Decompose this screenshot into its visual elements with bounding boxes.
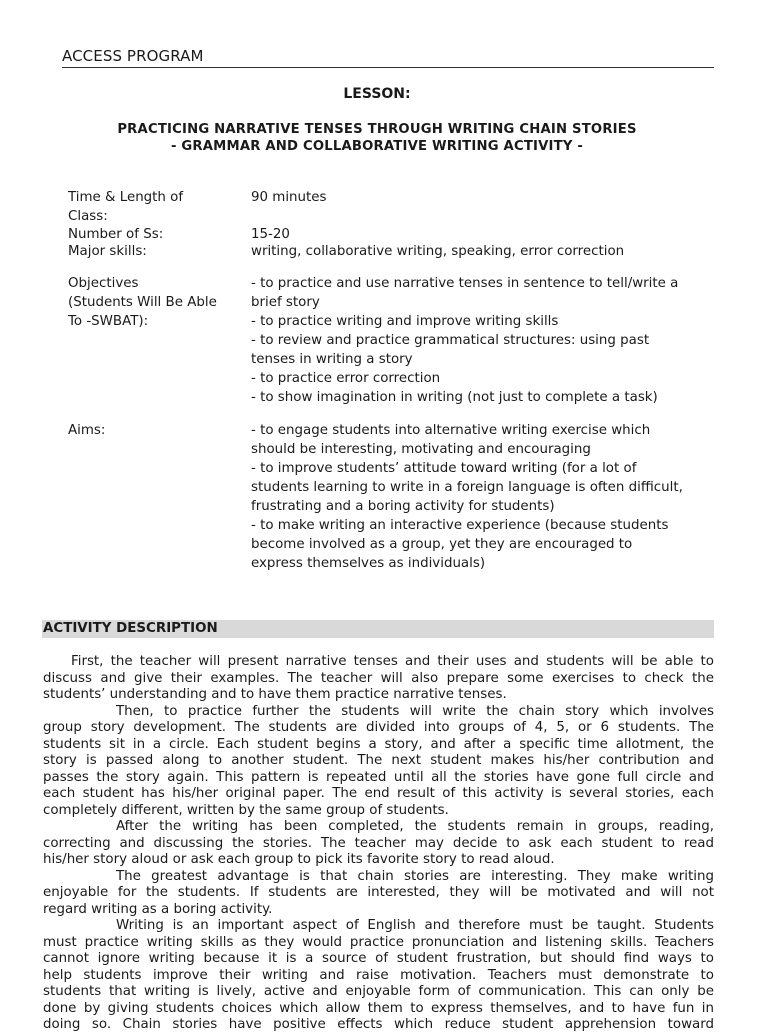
text-line: must practice writing skills as they would practice pronunciation and listening skills. Teachers bbox=[43, 934, 714, 950]
text-line: group story development. The students are divided into groups of 4, 5, or 6 students. The bbox=[43, 720, 714, 735]
objective-line: tenses in writing a story bbox=[251, 352, 413, 367]
text-line: cannot ignore writing because it is a source of student frustration, but should find ways to bbox=[43, 951, 714, 966]
lesson-info-table bbox=[68, 188, 718, 573]
aim-line: - to improve students’ attitude toward writing (for a lot of bbox=[251, 461, 637, 476]
aim-line: should be interesting, motivating and encouraging bbox=[251, 442, 591, 457]
objectives-label-line-2: (Students Will Be Able bbox=[68, 295, 217, 310]
activity-description-body bbox=[43, 654, 714, 1034]
number-row bbox=[68, 226, 718, 243]
aim-line: - to make writing an interactive experience (because students bbox=[251, 518, 669, 533]
objective-line: - to show imagination in writing (not just to complete a task) bbox=[251, 390, 658, 405]
aims-list bbox=[251, 421, 718, 573]
text-line: First, the teacher will present narrative tenses and their uses and students will be able to bbox=[71, 654, 714, 669]
objectives-label-line-1: Objectives bbox=[68, 276, 139, 291]
objective-line: - to practice error correction bbox=[251, 371, 441, 386]
skills-row bbox=[68, 243, 718, 260]
lesson-title-line-1: PRACTICING NARRATIVE TENSES THROUGH WRITING CHAIN STORIES bbox=[117, 122, 637, 137]
text-line: Writing is an important aspect of English and therefore must be taught. Students bbox=[116, 918, 714, 933]
paragraph-4 bbox=[43, 869, 714, 919]
text-line: his/her story aloud or ask each group to pick its favorite story to read aloud. bbox=[43, 852, 555, 867]
objective-line: - to review and practice grammatical structures: using past bbox=[251, 333, 650, 348]
skills-label: Major skills: bbox=[68, 244, 147, 259]
paragraph-1 bbox=[43, 654, 714, 704]
text-line: correcting and discussing the stories. The teacher may decide to ask each student to read bbox=[43, 835, 714, 851]
number-label: Number of Ss: bbox=[68, 227, 164, 242]
paragraph-5 bbox=[43, 918, 714, 1034]
program-title: ACCESS PROGRAM bbox=[62, 47, 204, 65]
skills-value: writing, collaborative writing, speaking, error correction bbox=[251, 244, 625, 259]
text-line: completely different, written by the same group of students. bbox=[43, 802, 449, 818]
aims-label: Aims: bbox=[68, 423, 106, 438]
time-label-line-2: Class: bbox=[68, 209, 108, 224]
objective-line: - to practice and use narrative tenses in sentence to tell/write a bbox=[251, 276, 679, 291]
objective-line: - to practice writing and improve writing skills bbox=[251, 314, 559, 329]
text-line: passes the story again. This pattern is repeated until all the stories have gone full circle and bbox=[43, 769, 714, 785]
time-label-line-1: Time & Length of bbox=[68, 190, 184, 205]
aim-line: - to engage students into alternative writing exercise which bbox=[251, 423, 651, 438]
paragraph-3 bbox=[43, 819, 714, 869]
time-row bbox=[68, 188, 718, 226]
paragraph-2 bbox=[43, 704, 714, 820]
text-line: help students improve their writing and raise motivation. Teachers must demonstrate to bbox=[43, 967, 714, 983]
lesson-title-line-2: - GRAMMAR AND COLLABORATIVE WRITING ACTIVITY - bbox=[170, 139, 584, 154]
aim-line: express themselves as individuals) bbox=[251, 556, 486, 571]
text-line: doing so. Chain stories have positive effects which reduce student apprehension toward bbox=[43, 1017, 714, 1032]
header-divider bbox=[62, 67, 714, 68]
aim-line: students learning to write in a foreign language is often difficult, bbox=[251, 480, 683, 495]
text-line: The greatest advantage is that chain stories are interesting. They make writing bbox=[116, 868, 714, 884]
number-value: 15-20 bbox=[251, 227, 290, 242]
lesson-label: LESSON: bbox=[343, 86, 411, 102]
aims-row bbox=[68, 421, 718, 573]
text-line: discuss and give their examples. The teacher will also prepare some exercises to check the bbox=[43, 670, 714, 686]
text-line: After the writing has been completed, the students remain in groups, reading, bbox=[116, 819, 714, 834]
activity-description-heading: ACTIVITY DESCRIPTION bbox=[42, 620, 714, 638]
aim-line: become involved as a group, yet they are encouraged to bbox=[251, 537, 633, 552]
text-line: students’ understanding and to have them practice narrative tenses. bbox=[43, 687, 507, 702]
objectives-row bbox=[68, 274, 718, 407]
text-line: enjoyable for the students. If students are interested, they will be motivated and will not bbox=[43, 885, 714, 900]
text-line: regard writing as a boring activity. bbox=[43, 901, 273, 917]
text-line: done by giving students choices which allow them to express themselves, and to have fun in bbox=[43, 1000, 714, 1016]
aim-line: frustrating and a boring activity for students) bbox=[251, 499, 555, 514]
objectives-label-line-3: To -SWBAT): bbox=[68, 314, 149, 329]
objectives-list bbox=[251, 274, 718, 407]
text-line: students that writing is lively, active and enjoyable form of communication. This can only be bbox=[43, 984, 714, 999]
time-value: 90 minutes bbox=[251, 190, 327, 205]
text-line: students sit in a circle. Each student begins a story, and after a specific time allotment, the bbox=[43, 736, 714, 752]
text-line: Then, to practice further the students will write the chain story which involves bbox=[116, 703, 714, 719]
text-line: story is passed along to another student. The next student makes his/her contribution and bbox=[43, 753, 714, 768]
objective-line: brief story bbox=[251, 295, 320, 310]
text-line: each student has his/her original paper. The end result of this activity is several stories, each bbox=[43, 786, 714, 801]
